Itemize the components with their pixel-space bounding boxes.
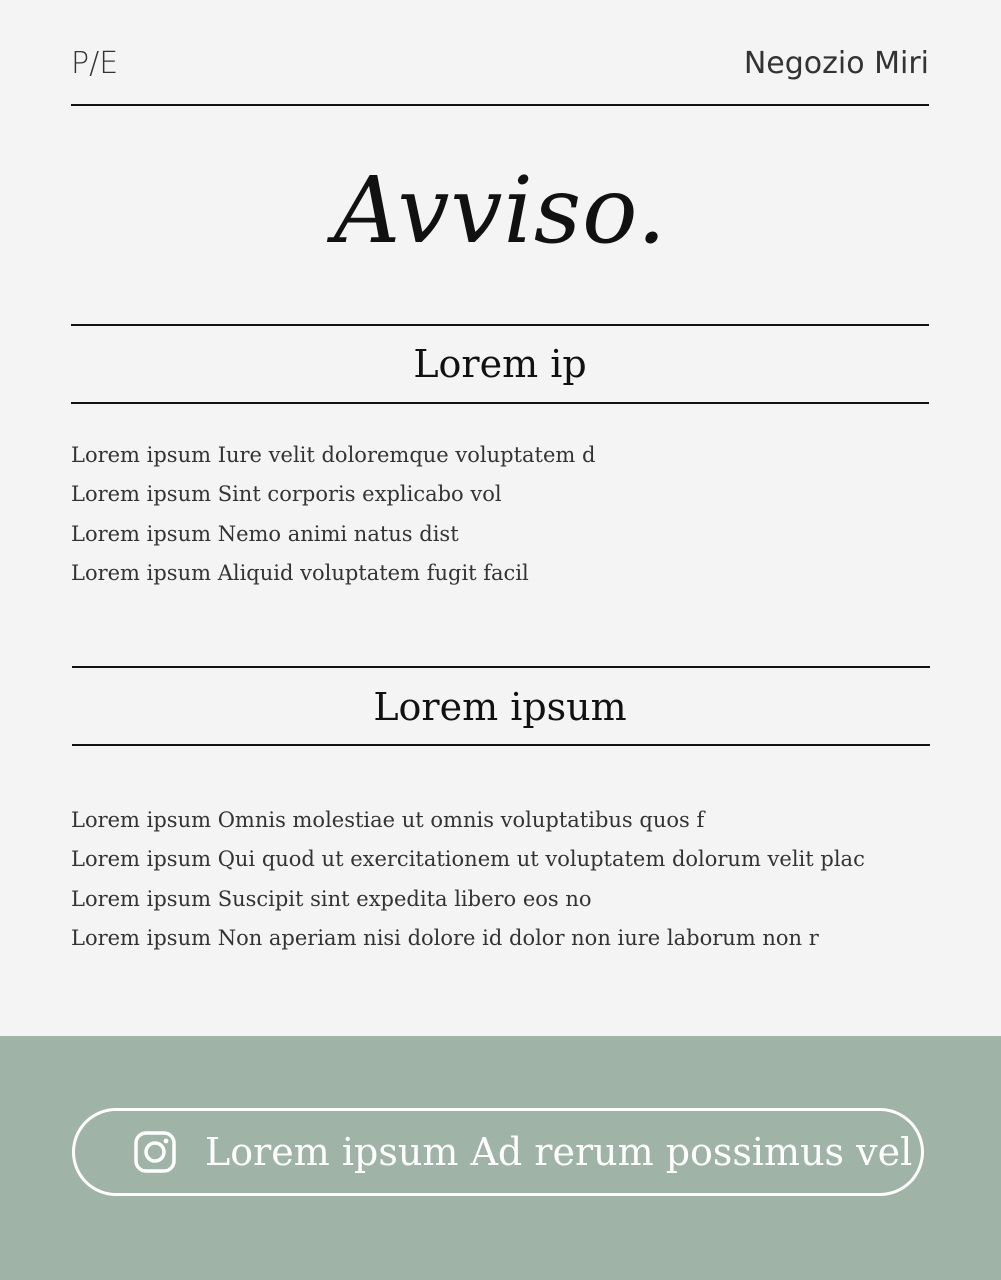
list-item: Lorem ipsum Suscipit sint expedita libero eos no [71,886,592,911]
list-item: Lorem ipsum Omnis molestiae ut omnis voluptatibus quos f [71,808,705,832]
instagram-icon [133,1130,177,1174]
shop-name: Negozio Miri [743,46,929,81]
list-item: Lorem ipsum Nemo animi natus dist [71,521,459,546]
page-title: Avviso. [333,157,668,264]
list-item: Lorem ipsum Qui quod ut exercitationem ut voluptatem dolorum velit plac [71,847,865,872]
list-item: Lorem ipsum Non aperiam nisi dolore id dolor non iure laborum non r [71,925,819,950]
list-item: Lorem ipsum Sint corporis explicabo vol [71,482,502,507]
header-divider [71,104,929,106]
section-2-list [71,801,865,958]
section-1-list [71,436,595,593]
section-1-bottom-divider [71,402,929,404]
list-item: Lorem ipsum Aliquid voluptatem fugit facil [71,560,529,585]
instagram-link-label: Lorem ipsum Ad rerum possimus vel [205,1130,913,1174]
section-1-heading: Lorem ip [413,342,587,386]
instagram-link-button[interactable] [72,1108,924,1196]
header-left-text: P/E [71,46,119,81]
section-2-top-divider [72,666,930,668]
section-1-top-divider [71,324,929,326]
section-2-bottom-divider [72,744,930,746]
section-2-heading: Lorem ipsum [373,685,627,729]
list-item: Lorem ipsum Iure velit doloremque voluptatem d [71,443,596,467]
